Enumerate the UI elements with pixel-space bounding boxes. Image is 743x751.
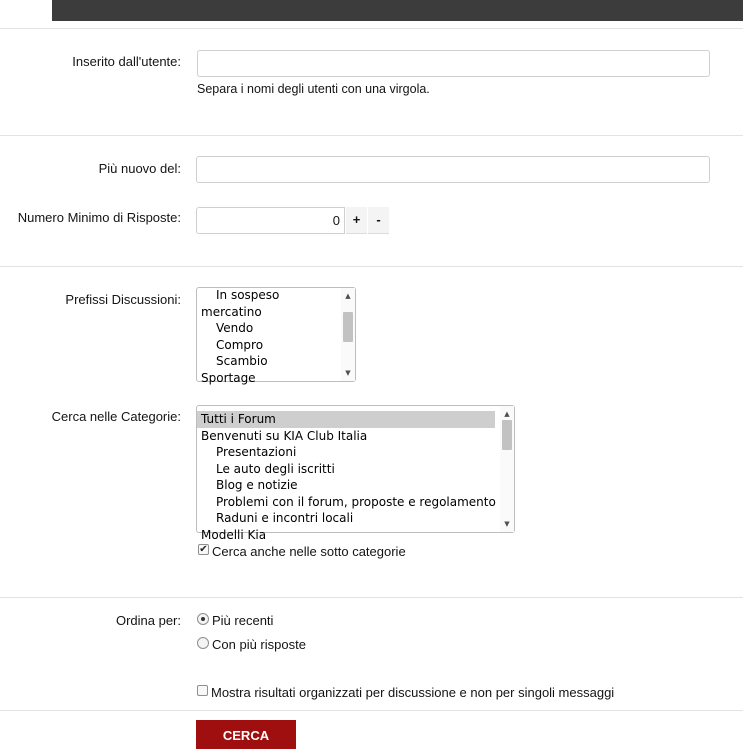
prefixes-label: Prefissi Discussioni: [65, 292, 181, 307]
scroll-thumb[interactable] [343, 312, 353, 342]
top-navigation-bar [52, 0, 743, 21]
divider [0, 597, 743, 598]
category-option[interactable]: Benvenuti su KIA Club Italia [201, 428, 368, 443]
categories-listbox[interactable] [196, 405, 515, 542]
order-most-recent-label: Più recenti [212, 613, 274, 628]
scroll-down-arrow-icon[interactable]: ▼ [345, 369, 351, 377]
group-by-thread-checkbox[interactable] [197, 685, 208, 696]
prefix-option[interactable]: mercatino [201, 304, 262, 319]
prefix-option[interactable]: Sportage [201, 370, 256, 385]
increment-button[interactable]: + [346, 207, 367, 234]
scroll-thumb[interactable] [502, 420, 512, 450]
prefix-option[interactable]: In sospeso [216, 288, 280, 302]
group-by-thread-label: Mostra risultati organizzati per discussione e non per singoli messaggi [211, 685, 615, 700]
category-option[interactable]: Problemi con il forum, proposte e regolamento [216, 494, 496, 509]
posted-by-hint: Separa i nomi degli utenti con una virgola. [197, 82, 430, 96]
prefix-option[interactable]: Compro [216, 337, 264, 352]
newer-than-label: Più nuovo del: [98, 161, 181, 176]
min-replies-input[interactable]: 0 [196, 207, 345, 234]
min-replies-label: Numero Minimo di Risposte: [17, 210, 181, 225]
subcategories-checkbox-label: Cerca anche nelle sotto categorie [212, 544, 406, 559]
posted-by-label: Inserito dall'utente: [72, 54, 181, 69]
subcategories-checkbox[interactable]: ✔ [199, 544, 208, 555]
order-most-recent-radio[interactable] [197, 613, 209, 625]
decrement-button[interactable]: - [368, 207, 389, 234]
divider [0, 266, 743, 267]
category-option[interactable]: Le auto degli iscritti [216, 461, 335, 476]
category-option[interactable]: Presentazioni [216, 445, 297, 459]
radio-selected-dot [201, 617, 205, 621]
divider [0, 28, 743, 29]
order-by-label: Ordina per: [115, 613, 181, 628]
category-option[interactable]: Raduni e incontri locali [216, 511, 354, 525]
prefix-option[interactable]: Scambio [216, 354, 268, 368]
category-option[interactable]: Modelli Kia [201, 527, 267, 542]
category-option-selected[interactable]: Tutti i Forum [197, 411, 495, 428]
categories-scrollbar[interactable] [500, 406, 514, 532]
prefixes-scrollbar[interactable] [341, 288, 355, 381]
divider [0, 135, 743, 136]
prefixes-listbox[interactable] [196, 287, 356, 385]
category-option[interactable]: Blog e notizie [216, 478, 298, 492]
prefixes-options [197, 287, 355, 386]
search-button[interactable]: CERCA [196, 720, 296, 749]
prefix-option[interactable]: Vendo [216, 321, 254, 335]
categories-label: Cerca nelle Categorie: [51, 409, 181, 424]
posted-by-input[interactable] [197, 50, 710, 77]
scroll-up-arrow-icon[interactable]: ▲ [504, 410, 510, 418]
scroll-up-arrow-icon[interactable]: ▲ [345, 292, 351, 300]
categories-options [197, 411, 514, 543]
divider [0, 710, 743, 711]
scroll-down-arrow-icon[interactable]: ▼ [504, 520, 510, 528]
order-most-replies-radio[interactable] [197, 637, 209, 649]
newer-than-input[interactable] [196, 156, 710, 183]
order-most-replies-label: Con più risposte [212, 637, 306, 652]
